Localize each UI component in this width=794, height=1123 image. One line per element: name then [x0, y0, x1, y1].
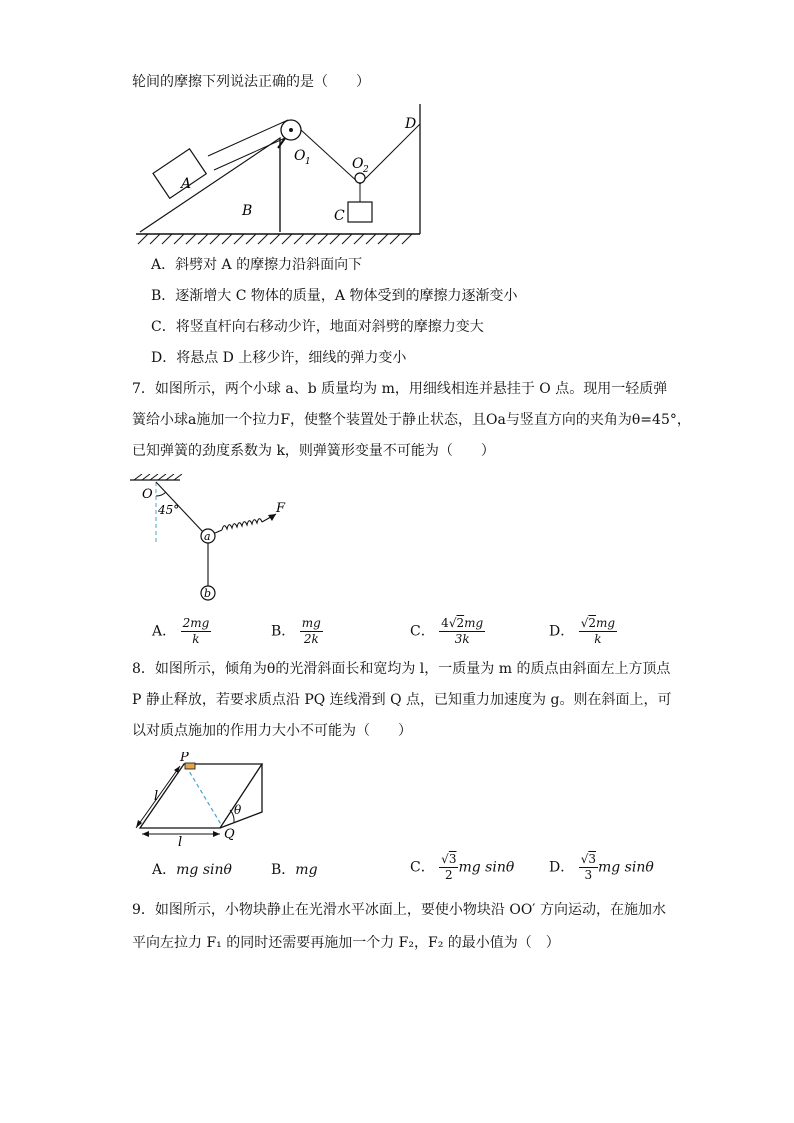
spring [215, 514, 276, 533]
q9-line-2: 平向左拉力 F₁ 的同时还需要再施加一个力 F₂，F₂ 的最小值为（ ） [132, 935, 560, 951]
label-l-bottom: l [178, 835, 183, 847]
q9-line-1: 9．如图所示，小物块静止在光滑水平冰面上，要使小物块沿 OO′ 方向运动，在施加水 [132, 902, 666, 918]
q8-choice-c: C． $\frac{√3}{2}$ mg sinθ [410, 852, 515, 882]
q6-option-c: C．将竖直杆向右移动少许，地面对斜劈的摩擦力变大 [151, 319, 484, 335]
q8-line-2: P 静止释放，若要求质点沿 PQ 连线滑到 Q 点，已知重力加速度为 g。则在斜面上，可 [132, 692, 672, 708]
label-q: Q [224, 827, 235, 842]
label-theta: θ [234, 803, 242, 817]
angle-arc [156, 492, 166, 496]
q8-choice-d: D． $\frac{√3}{3}$ mg sinθ [549, 852, 654, 882]
label-a: a [204, 530, 211, 543]
q7-choice-d: D． $\frac{√2mg}{k}$ [549, 616, 616, 646]
q7-line-1: 7．如图所示，两个小球 a、b 质量均为 m，用细线相连并悬挂于 O 点。现用一轻质弹 [132, 381, 668, 397]
label-o1: O [294, 148, 306, 164]
q8-figure [130, 752, 275, 847]
q6-option-a: A．斜劈对 A 的摩擦力沿斜面向下 [151, 257, 363, 273]
rope-a-o1-lower [214, 134, 294, 170]
label-c: C [334, 208, 345, 224]
label-o2: O [352, 156, 364, 172]
q6-option-b: B．逐渐增大 C 物体的质量，A 物体受到的摩擦力逐渐变小 [151, 288, 518, 304]
label-b: B [242, 203, 253, 219]
block-a [153, 149, 206, 198]
q6-stem-tail: 轮间的摩擦下列说法正确的是（ ） [132, 74, 370, 90]
q7-choice-b: B． $\frac{mg}{2k}$ [271, 616, 321, 646]
block-c [348, 202, 372, 222]
label-l-side: l [154, 789, 159, 804]
rope-a-o1 [208, 120, 288, 156]
rope-o2-d [360, 124, 420, 184]
label-o2-sub: 2 [363, 165, 369, 175]
label-f: F [276, 501, 286, 516]
q7-line-2: 簧给小球a施加一个拉力F，使整个装置处于静止状态，且Oa与竖直方向的夹角为θ=45°， [132, 412, 691, 428]
q7-line-3: 已知弹簧的劲度系数为 k，则弹簧形变量不可能为（ ） [132, 443, 495, 459]
q8-choice-a: A．mg sinθ [152, 862, 232, 878]
label-p: P [180, 752, 189, 765]
q7-figure [128, 474, 298, 606]
ground-hatch [138, 234, 412, 244]
label-o: O [142, 487, 153, 502]
q8-choice-b: B．mg [271, 862, 318, 878]
label-45deg: 45° [158, 503, 180, 517]
q8-line-3: 以对质点施加的作用力大小不可能为（ ） [132, 723, 412, 739]
q6-figure [128, 98, 428, 248]
label-o1-sub: 1 [305, 157, 311, 167]
q7-choice-a: A． $\frac{2mg}{k}$ [152, 616, 210, 646]
q6-option-d: D．将悬点 D 上移少许，细线的弹力变小 [151, 350, 407, 366]
label-b: b [204, 587, 212, 600]
label-a: A [181, 176, 192, 192]
ceiling-hatch [134, 474, 182, 480]
label-d: D [405, 116, 417, 132]
q7-choice-c: C． $\frac{4√2mg}{3k}$ [410, 616, 484, 646]
q8-line-1: 8．如图所示，倾角为θ的光滑斜面长和宽均为 l，一质量为 m 的质点由斜面左上方顶点 [132, 661, 671, 677]
